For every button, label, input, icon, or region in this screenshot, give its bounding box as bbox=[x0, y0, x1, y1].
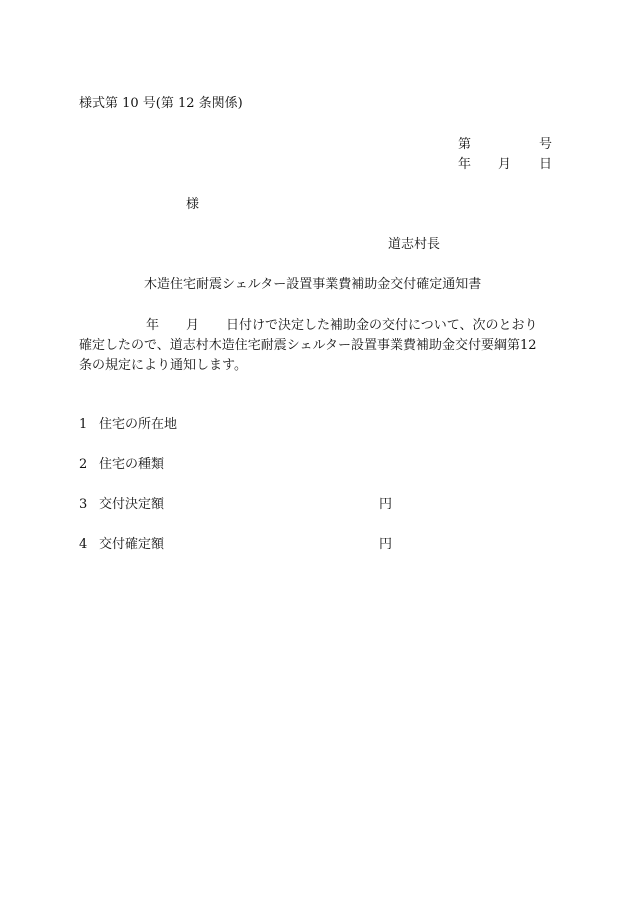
date-day: 日 bbox=[539, 157, 553, 172]
item-number: 1 bbox=[79, 417, 88, 432]
item-unit-yen: 円 bbox=[379, 537, 393, 552]
body-year: 年 bbox=[146, 318, 160, 333]
recipient-honorific: 様 bbox=[186, 197, 200, 212]
form-label: 様式第 10 号(第 12 条関係) bbox=[79, 96, 243, 111]
body-line2: 確定したので、道志村木造住宅耐震シェルター設置事業費補助金交付要綱第12 bbox=[79, 338, 537, 353]
body-line1: 日付けで決定した補助金の交付について、次のとおり bbox=[226, 318, 538, 333]
item-number: 2 bbox=[79, 457, 88, 472]
body-line3: 条の規定により通知します。 bbox=[79, 358, 247, 373]
document-title: 木造住宅耐震シェルター設置事業費補助金交付確定通知書 bbox=[144, 277, 482, 292]
item-label-house-type: 住宅の種類 bbox=[99, 457, 165, 472]
issuer-name: 道志村長 bbox=[388, 237, 441, 252]
item-unit-yen: 円 bbox=[379, 497, 393, 512]
item-label-decided-amount: 交付決定額 bbox=[99, 497, 165, 512]
date-year: 年 bbox=[458, 157, 472, 172]
date-month: 月 bbox=[498, 157, 512, 172]
doc-number-suffix: 号 bbox=[539, 137, 553, 152]
body-month: 月 bbox=[186, 318, 200, 333]
item-label-confirmed-amount: 交付確定額 bbox=[99, 537, 165, 552]
item-number: 3 bbox=[79, 497, 88, 512]
item-number: 4 bbox=[79, 537, 88, 552]
doc-number-prefix: 第 bbox=[458, 137, 472, 152]
item-label-address: 住宅の所在地 bbox=[99, 417, 178, 432]
